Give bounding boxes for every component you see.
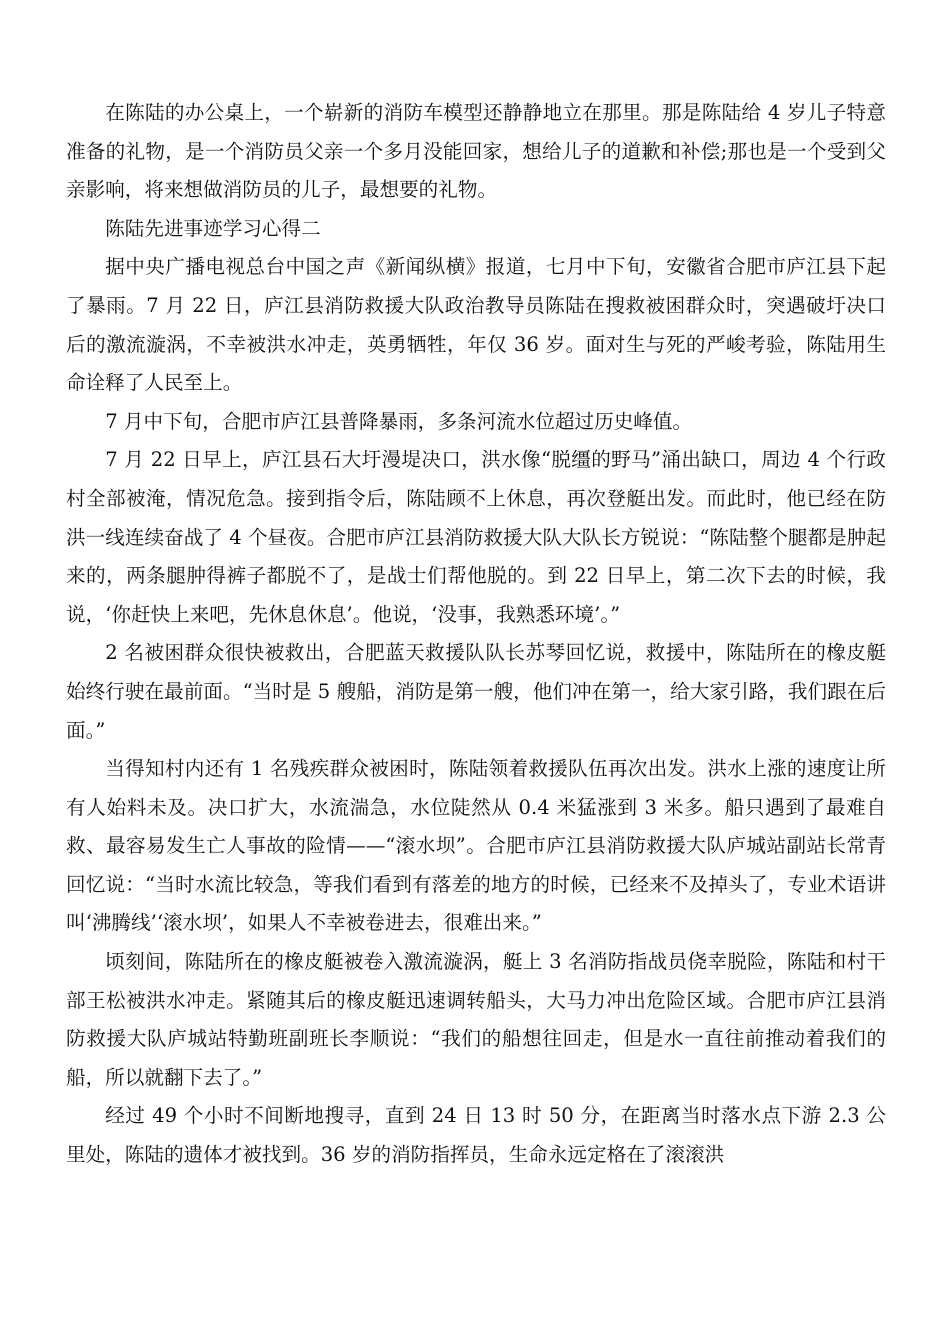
paragraph-heavy-rain: 7 月中下旬，合肥市庐江县普降暴雨，多条河流水位超过历史峰值。	[105, 409, 693, 433]
paragraph-rescue-lead: 2 名被困群众很快被救出，合肥蓝天救援队队长苏琴回忆说，救援中，陈陆所在的橡皮艇始终行驶在最前面。“当时是 5 艘船，消防是第一艘，他们冲在第一，给大家引路，我们跟在后面。”	[66, 641, 886, 742]
paragraph-rolling-dam: 当得知村内还有 1 名残疾群众被困时，陈陆领着救援队伍再次出发。洪水上涨的速度让所有人始料未及。决口扩大，水流湍急，水位陡然从 0.4 米猛涨到 3 米多。船只遇到了最难自救、最容易发生亡人事故的险情——“滚水坝”。合肥市庐江县消防救援大队庐城站副站长常青回忆说：“当时水流比较急，等我们看到有落差的地方的时候，已经来不及掉头了，专业术语讲叫‘沸腾线’‘滚水坝’，如果人不幸被卷进去，很难出来。”	[66, 757, 886, 935]
paragraph-dike-breach: 7 月 22 日早上，庐江县石大圩漫堤决口，洪水像“脱缰的野马”涌出缺口，周边 4 个行政村全部被淹，情况危急。接到指令后，陈陆顾不上休息，再次登艇出发。而此时，他已经在防洪一线连续奋战了 4 个昼夜。合肥市庐江县消防救援大队大队长方锐说：“陈陆整个腿都是肿起来的，两条腿肿得裤子都脱不了，是战士们帮他脱的。到 22 日早上，第二次下去的时候，我说，‘你赶快上来吧，先休息休息’。他说，‘没事，我熟悉环境’。”	[66, 448, 886, 626]
paragraph-boat-capsized: 顷刻间，陈陆所在的橡皮艇被卷入激流漩涡，艇上 3 名消防指战员侥幸脱险，陈陆和村干部王松被洪水冲走。紧随其后的橡皮艇迅速调转船头，大马力冲出危险区域。合肥市庐江县消防救援大队庐城站特勤班副班长李顺说：“我们的船想往回走，但是水一直往前推动着我们的船，所以就翻下去了。”	[66, 950, 886, 1089]
paragraph-gift-model: 在陈陆的办公桌上，一个崭新的消防车模型还静静地立在那里。那是陈陆给 4 岁儿子特意准备的礼物，是一个消防员父亲一个多月没能回家，想给儿子的道歉和补偿;那也是一个受到父亲影响，将来想做消防员的儿子，最想要的礼物。	[66, 101, 886, 202]
section-heading: 陈陆先进事迹学习心得二	[105, 216, 321, 240]
paragraph-news-report: 据中央广播电视总台中国之声《新闻纵横》报道，七月中下旬，安徽省合肥市庐江县下起了暴雨。7 月 22 日，庐江县消防救援大队政治教导员陈陆在搜救被困群众时，突遇破圩决口后的激流漩涡，不幸被洪水冲走，英勇牺牲，年仅 36 岁。面对生与死的严峻考验，陈陆用生命诠释了人民至上。	[66, 255, 886, 395]
paragraph-search-found: 经过 49 个小时不间断地搜寻，直到 24 日 13 时 50 分，在距离当时落水点下游 2.3 公里处，陈陆的遗体才被找到。36 岁的消防指挥员，生命永远定格在了滚滚洪	[66, 1104, 886, 1167]
document-page	[66, 94, 886, 1175]
